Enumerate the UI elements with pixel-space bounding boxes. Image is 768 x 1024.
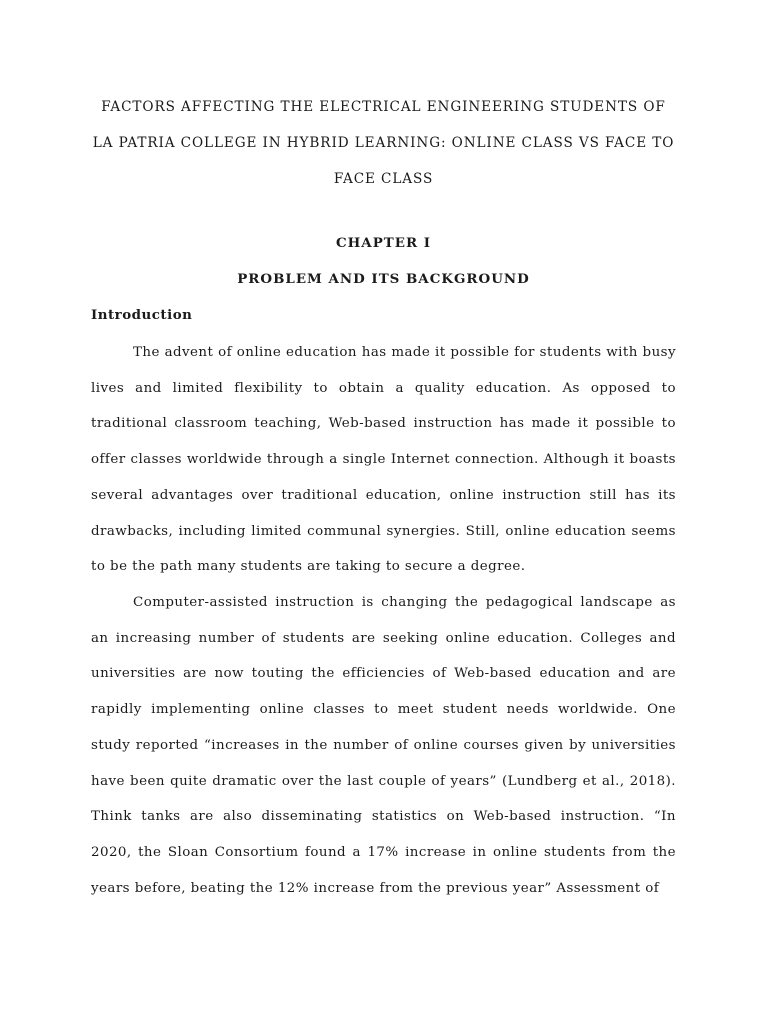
chapter-number: CHAPTER I [336,235,431,251]
section-heading-introduction: Introduction [91,307,193,323]
paragraph-computer-assisted-instruction: Computer-assisted instruction is changing the pedagogical landscape as an increasing number of students are seeking online education. Colleges and universities are now touting the efficiencies of Web-based education and are rapidly implementing online classes to meet student needs worldwide. One study reported “increases in the number of online courses given by universities have been quite dramatic over the last couple of years” (Lundberg et al., 2018). Think tanks are also disseminating statistics on Web-based instruction. “In 2020, the Sloan Consortium found a 17% increase in online students from the years before, beating the 12% increase from the previous year” Assessment of [91,595,676,896]
paragraph-online-education-advent: The advent of online education has made it possible for students with busy lives and limited flexibility to obtain a quality education. As opposed to traditional classroom teaching, Web-based instruction has made it possible to offer classes worldwide through a single Internet connection. Although it boasts several advantages over traditional education, online instruction still has its drawbacks, including limited communal synergies. Still, online education seems to be the path many students are taking to secure a degree. [91,345,676,575]
chapter-title: PROBLEM AND ITS BACKGROUND [237,271,530,287]
document-title: FACTORS AFFECTING THE ELECTRICAL ENGINEERING STUDENTS OF LA PATRIA COLLEGE IN HYBRID LEARNING: ONLINE CLASS VS FACE TO FACE CLASS [92,99,675,187]
